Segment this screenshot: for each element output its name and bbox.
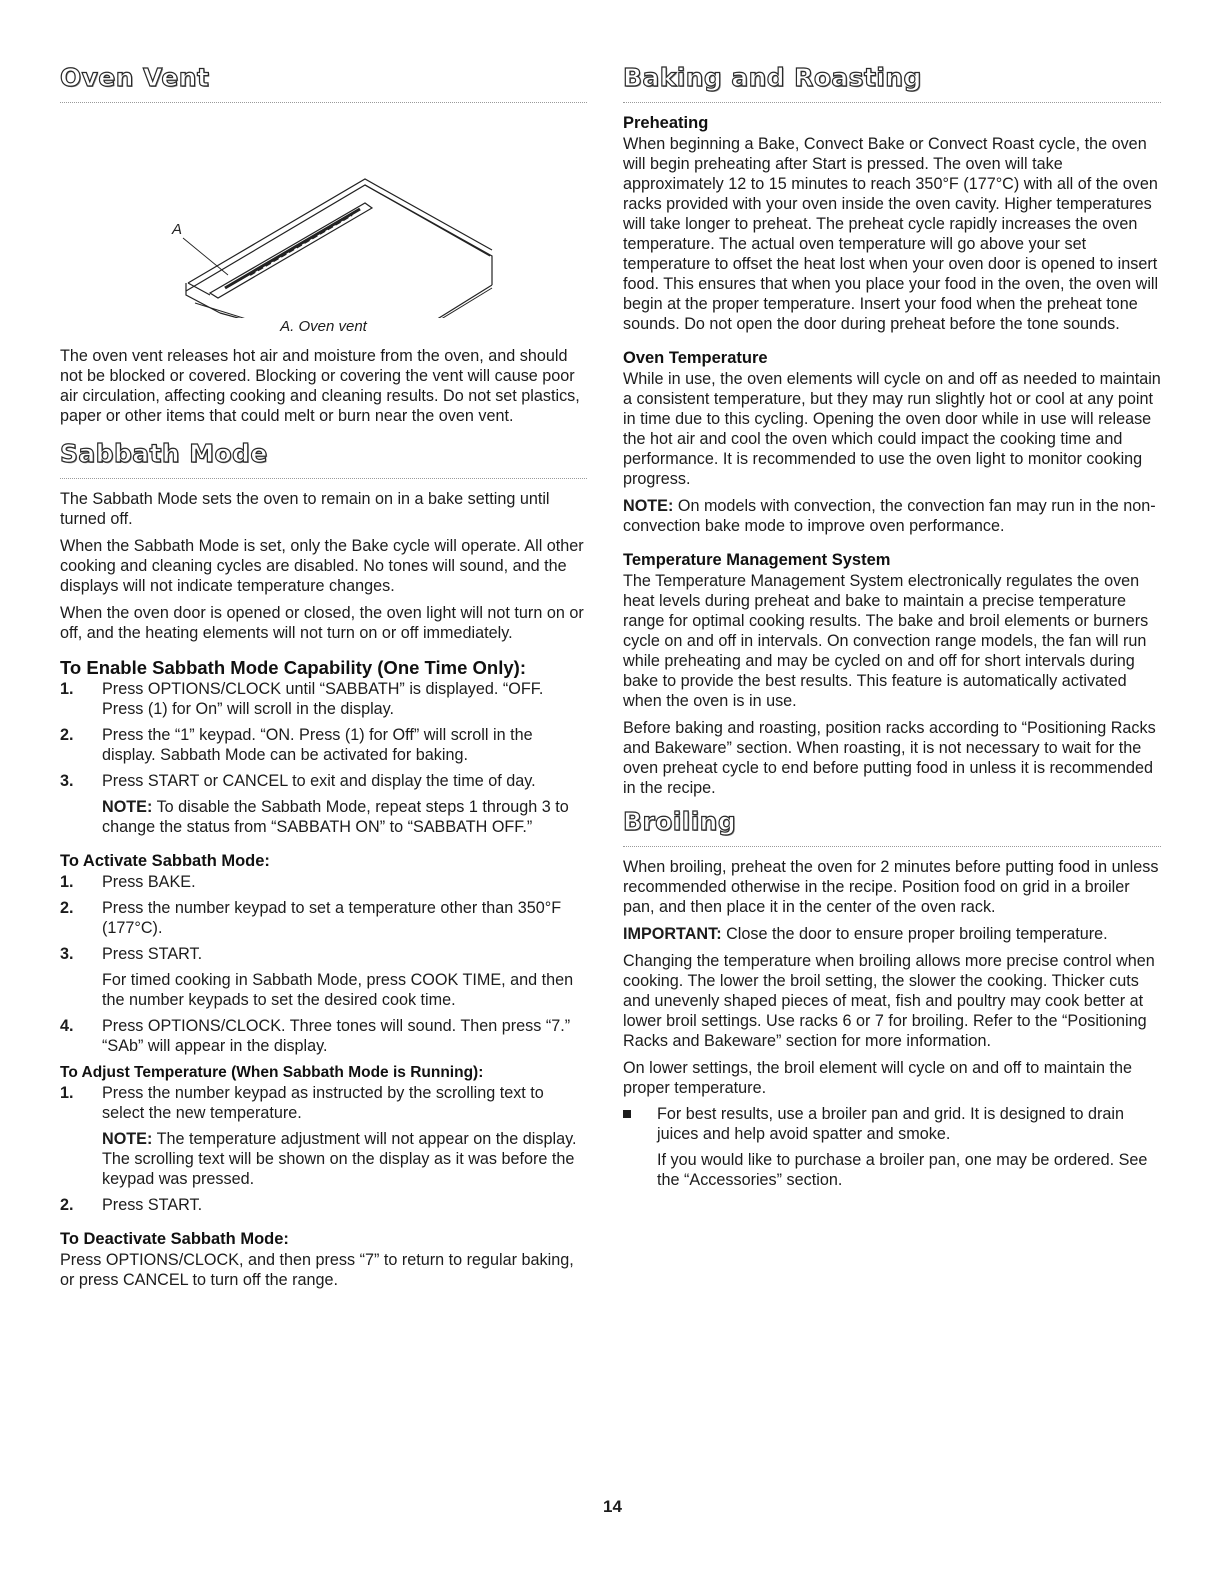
figure-label-a: A (172, 221, 183, 238)
preheating-heading: Preheating (623, 114, 709, 132)
sabbath-mode-heading: Sabbath Mode (60, 439, 268, 468)
figure-caption: A. Oven vent (280, 318, 367, 335)
page-number: 14 (603, 1497, 622, 1516)
broiling-paragraph: When broiling, preheat the oven for 2 minutes before putting food in unless recommended otherwise in the recipe. Position food on grid in a broiler pan, and then place it in the center of the oven rack. (623, 858, 1159, 916)
list-item: 1. Press OPTIONS/CLOCK until “SABBATH” is displayed. “OFF. Press (1) for On” will scroll in the display. (60, 680, 544, 718)
section-divider (60, 102, 587, 103)
list-item: 2. Press the number keypad to set a temperature other than 350°F (177°C). (60, 899, 562, 937)
list-item: 2. Press START. (60, 1196, 203, 1214)
broiling-important: IMPORTANT: Close the door to ensure proper broiling temperature. (623, 925, 1108, 943)
deactivate-sabbath-heading: To Deactivate Sabbath Mode: (60, 1230, 289, 1248)
enable-steps-list (60, 679, 587, 837)
broiling-paragraph: Changing the temperature when broiling allows more precise control when cooking. The lower the broil setting, the slower the cooking. Thicker cuts and unevenly shaped pieces of meat, fish and poultry may cook better at lower broil settings. Use racks 6 or 7 for broiling. Refer to the “Positioning Racks and Bakeware” section for more information. (623, 952, 1155, 1050)
oven-vent-heading: Oven Vent (60, 63, 210, 92)
broiler-pan-order-note: If you would like to purchase a broiler pan, one may be ordered. See the “Accessories” section. (657, 1151, 1148, 1189)
sabbath-intro: The Sabbath Mode sets the oven to remain on in a bake setting until turned off. (60, 490, 550, 528)
sabbath-paragraph: When the Sabbath Mode is set, only the Bake cycle will operate. All other cooking and cleaning cycles are disabled. No tones will sound, and the displays will not indicate temperature changes. (60, 537, 584, 595)
enable-note: NOTE: To disable the Sabbath Mode, repeat steps 1 through 3 to change the status from “SABBATH ON” to “SABBATH OFF.” (102, 798, 569, 836)
oven-vent-figure (60, 113, 587, 318)
activate-steps-list (60, 872, 587, 1056)
bullet-square-icon (623, 1110, 631, 1118)
oven-temperature-note: NOTE: On models with convection, the convection fan may run in the non-convection bake mode to improve oven performance. (623, 497, 1156, 535)
adjust-steps-list (60, 1083, 587, 1215)
temperature-management-heading: Temperature Management System (623, 551, 891, 569)
oven-temperature-heading: Oven Temperature (623, 349, 768, 367)
list-item: 3. Press START or CANCEL to exit and display the time of day. NOTE: To disable the Sabbath Mode, repeat steps 1 through 3 to change the status from “SABBATH ON” to “SABBATH OFF.” (60, 771, 587, 837)
positioning-racks-paragraph: Before baking and roasting, position racks according to “Positioning Racks and Bakeware” section. When roasting, it is not necessary to wait for the oven preheat cycle to end before putting food in unless it is recommended in the recipe. (623, 719, 1156, 797)
timed-cooking-note: For timed cooking in Sabbath Mode, press COOK TIME, and then the number keypads to set the desired cook time. (102, 971, 574, 1009)
list-item: 2. Press the “1” keypad. “ON. Press (1) for Off” will scroll in the display. Sabbath Mode can be activated for baking. (60, 726, 533, 764)
broiling-heading: Broiling (623, 807, 737, 836)
section-divider (623, 846, 1161, 847)
enable-sabbath-heading: To Enable Sabbath Mode Capability (One Time Only): (60, 657, 526, 678)
temperature-management-body: The Temperature Management System electronically regulates the oven heat levels during preheat and bake to maintain a precise temperature range for optimal cooking results. The bake and broil elements or burners cycle on and off in intervals. On convection range models, the fan will run while preheating and may be cycled on and off for short intervals during bake to provide the best results. This feature is automatically activated when the oven is in use. (623, 572, 1149, 710)
right-column (623, 62, 1161, 1190)
section-divider (623, 102, 1161, 103)
list-item: For best results, use a broiler pan and grid. It is designed to drain juices and help avoid spatter and smoke. If you would like to purchase a broiler pan, one may be ordered. See the “Accessories” section. (623, 1104, 1161, 1190)
oven-vent-illustration (60, 113, 587, 318)
list-item: 4. Press OPTIONS/CLOCK. Three tones will sound. Then press “7.” “SAb” will appear in the display. (60, 1017, 571, 1055)
preheating-body: When beginning a Bake, Convect Bake or Convect Roast cycle, the oven will begin preheating after Start is pressed. The oven will take approximately 12 to 15 minutes to reach 350°F (177°C) with all of the oven racks provided with your oven inside the oven cavity. Higher temperatures will take longer to preheat. The preheat cycle rapidly increases the oven temperature. The actual oven temperature will go above your set temperature to offset the heat lost when your oven door is opened to insert food. This ensures that when you place your food in the oven, the oven will begin at the proper temperature. Insert your food when the preheat tone sounds. Do not open the door during preheat before the tone sounds. (623, 135, 1159, 333)
list-item: 1. Press the number keypad as instructed by the scrolling text to select the new temperature. NOTE: The temperature adjustment will not appear on the display. The scrolling text will be shown on the display as it was before the keypad was pressed. (60, 1083, 587, 1189)
adjust-note: NOTE: The temperature adjustment will not appear on the display. The scrolling text will be shown on the display as it was before the keypad was pressed. (102, 1130, 577, 1188)
section-divider (60, 478, 587, 479)
oven-temperature-body: While in use, the oven elements will cycle on and off as needed to maintain a consistent temperature, but they may run slightly hot or cool at any point in time due to this cycling. Opening the oven door while in use will release the hot air and cool the oven which could impact the cooking time and performance. It is recommended to use the oven light to monitor cooking progress. (623, 370, 1161, 488)
baking-roasting-heading: Baking and Roasting (623, 63, 922, 92)
list-item: 3. Press START. For timed cooking in Sabbath Mode, press COOK TIME, and then the number keypads to set the desired cook time. (60, 944, 587, 1010)
deactivate-body: Press OPTIONS/CLOCK, and then press “7” to return to regular baking, or press CANCEL to turn off the range. (60, 1251, 574, 1289)
left-column (60, 62, 587, 1290)
sabbath-paragraph: When the oven door is opened or closed, the oven light will not turn on or off, and the heating elements will not turn on or off immediately. (60, 604, 584, 642)
oven-vent-body: The oven vent releases hot air and moisture from the oven, and should not be blocked or covered. Blocking or covering the vent will cause poor air circulation, affecting cooking and cleaning results. Do not set plastics, paper or other items that could melt or burn near the oven vent. (60, 347, 580, 425)
list-item: 1. Press BAKE. (60, 873, 196, 891)
adjust-temperature-heading: To Adjust Temperature (When Sabbath Mode is Running): (60, 1064, 484, 1081)
activate-sabbath-heading: To Activate Sabbath Mode: (60, 852, 270, 870)
broiling-paragraph: On lower settings, the broil element will cycle on and off to maintain the proper temperature. (623, 1059, 1132, 1097)
